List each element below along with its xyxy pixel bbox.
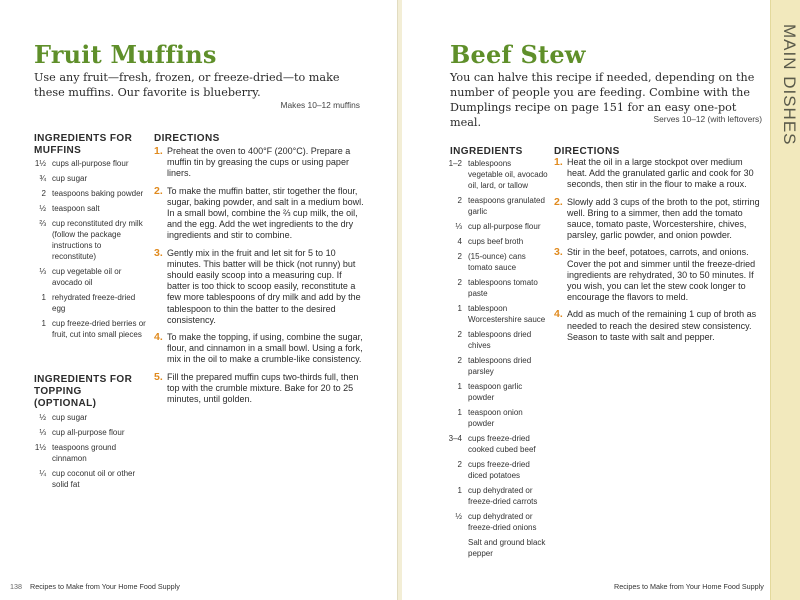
direction-step bbox=[154, 332, 364, 366]
ingredient-item bbox=[446, 158, 548, 191]
direction-step bbox=[154, 186, 364, 242]
directions-heading: DIRECTIONS bbox=[154, 133, 220, 144]
ingredient-text: cup reconstituted dry milk (follow the package instructions to reconstitute) bbox=[52, 219, 143, 261]
ingredient-quantity: 1 bbox=[457, 382, 462, 391]
ingredient-quantity: 1 bbox=[41, 319, 46, 328]
ingredient-quantity: 1 bbox=[41, 293, 46, 302]
ingredient-text: teaspoon salt bbox=[52, 204, 100, 213]
page-number: 138 bbox=[10, 582, 22, 591]
step-number: 4. bbox=[154, 331, 163, 344]
ingredient-item bbox=[34, 188, 146, 199]
ingredient-item bbox=[34, 318, 146, 340]
step-text: To make the topping, if using, combine the sugar, flour, and cinnamon in a small bowl. Using a fork, mix in the oil to make a crumble-like consistency. bbox=[167, 332, 363, 365]
ingredient-text: cup all-purpose flour bbox=[468, 222, 541, 231]
step-text: Heat the oil in a large stockpot over medium heat. Add the granulated garlic and cook for 30 seconds, then stir in the flour to make a roux. bbox=[567, 157, 754, 190]
direction-step bbox=[154, 248, 364, 326]
step-number: 3. bbox=[154, 246, 163, 259]
ingredient-item bbox=[34, 203, 146, 214]
page-footer bbox=[10, 582, 180, 591]
step-text: Fill the prepared muffin cups two-thirds full, then top with the crumble mixture. Bake for 20 to 25 minutes, until golden. bbox=[167, 371, 359, 405]
ingredient-text: teaspoon onion powder bbox=[468, 408, 523, 428]
ingredient-quantity: 4 bbox=[457, 237, 462, 246]
footer-book-title: Recipes to Make from Your Home Food Supply bbox=[30, 582, 180, 591]
ingredient-item bbox=[34, 266, 146, 288]
ingredient-quantity bbox=[446, 537, 468, 559]
ingredient-quantity: 2 bbox=[457, 460, 462, 469]
ingredient-quantity: 2 bbox=[457, 278, 462, 287]
ingredient-text: teaspoons ground cinnamon bbox=[52, 443, 117, 463]
step-text: Stir in the beef, potatoes, carrots, and onions. Cover the pot and simmer until the freeze-dried ingredients are rehydrated, 30 to 50 minutes. If you wish, you can let the stew cook longer to encourage the flavors to meld. bbox=[567, 247, 756, 303]
directions-list bbox=[554, 157, 764, 349]
recipe-yield: Serves 10–12 (with leftovers) bbox=[653, 114, 762, 124]
step-text: Slowly add 3 cups of the broth to the pot, stirring well. Bring to a simmer, then add the tomato sauce, tomato paste, Worcestershire, chives, parsley, garlic powder, and onion powder. bbox=[567, 196, 760, 241]
ingredient-text: cups all-purpose flour bbox=[52, 159, 129, 168]
ingredient-quantity: ¾ bbox=[39, 174, 46, 183]
recipe-title-beef-stew: Beef Stew bbox=[450, 40, 586, 69]
ingredient-quantity: ¼ bbox=[39, 469, 46, 478]
ingredient-text: cup sugar bbox=[52, 174, 88, 183]
ingredient-text: teaspoons granulated garlic bbox=[468, 196, 545, 216]
ingredient-item bbox=[446, 433, 548, 455]
step-number: 1. bbox=[154, 145, 163, 157]
ingredient-text: cup coconut oil or other solid fat bbox=[52, 469, 136, 489]
ingredient-quantity: 1½ bbox=[34, 443, 46, 452]
topping-heading: INGREDIENTS FOR TOPPING (OPTIONAL) bbox=[34, 374, 133, 409]
ingredient-item bbox=[34, 412, 146, 423]
ingredients-list bbox=[446, 158, 548, 563]
ingredient-text: tablespoons dried chives bbox=[468, 330, 532, 350]
step-text: Gently mix in the fruit and let sit for 5 to 10 minutes. This batter will be thick (not runny) but should easily scoop into a measuring cup. If batter is too thick to scoop easily, reconstitute a few more tablespoons of dry milk and add by the tablespoon to thin the batter to the desired consistency. bbox=[167, 247, 361, 325]
ingredient-item bbox=[34, 218, 146, 262]
step-number: 5. bbox=[154, 370, 163, 383]
ingredients-heading: INGREDIENTS FOR MUFFINS bbox=[34, 133, 133, 156]
ingredient-item bbox=[34, 158, 146, 169]
step-number: 2. bbox=[554, 195, 563, 208]
ingredient-text: tablespoon Worcestershire sauce bbox=[468, 304, 546, 324]
recipe-yield: Makes 10–12 muffins bbox=[280, 100, 360, 110]
step-text: Preheat the oven to 400°F (200°C). Prepare a muffin tin by greasing the cups or using paper liners. bbox=[167, 146, 351, 179]
footer-book-title: Recipes to Make from Your Home Food Supply bbox=[614, 582, 764, 591]
page-footer bbox=[614, 582, 764, 591]
ingredient-text: cups freeze-dried cooked cubed beef bbox=[468, 434, 536, 454]
ingredient-quantity: 1 bbox=[457, 304, 462, 313]
direction-step bbox=[154, 372, 364, 406]
ingredient-quantity: 2 bbox=[457, 330, 462, 339]
ingredient-text: tablespoons vegetable oil, avocado oil, lard, or tallow bbox=[468, 159, 548, 190]
step-text: Add as much of the remaining 1 cup of broth as needed to reach the desired stew consistency. Season to taste with salt and pepper. bbox=[567, 309, 757, 342]
ingredient-item bbox=[34, 292, 146, 314]
left-page bbox=[0, 0, 398, 600]
ingredient-quantity: 1 bbox=[457, 486, 462, 495]
ingredient-quantity: ⅓ bbox=[39, 428, 46, 437]
ingredient-item bbox=[446, 221, 548, 232]
ingredient-item bbox=[34, 427, 146, 438]
ingredient-text: tablespoons tomato paste bbox=[468, 278, 538, 298]
ingredient-text: teaspoon garlic powder bbox=[468, 382, 523, 402]
ingredient-text: cup sugar bbox=[52, 413, 88, 422]
step-number: 3. bbox=[554, 246, 563, 259]
ingredient-item bbox=[446, 251, 548, 273]
direction-step bbox=[154, 146, 364, 180]
directions-list bbox=[154, 146, 364, 411]
ingredient-item bbox=[34, 173, 146, 184]
ingredient-item bbox=[34, 442, 146, 464]
direction-step bbox=[554, 309, 764, 343]
ingredient-quantity: ½ bbox=[455, 512, 462, 521]
ingredient-item bbox=[446, 195, 548, 217]
ingredient-item bbox=[446, 381, 548, 403]
recipe-intro: Use any fruit—fresh, frozen, or freeze-dried—to make these muffins. Our favorite is blueberry. bbox=[34, 71, 340, 99]
directions-heading: DIRECTIONS bbox=[554, 146, 620, 157]
step-number: 4. bbox=[554, 308, 563, 321]
ingredient-item bbox=[446, 236, 548, 247]
ingredient-quantity: ½ bbox=[39, 204, 46, 213]
step-number: 1. bbox=[554, 156, 563, 168]
ingredients-heading: INGREDIENTS bbox=[450, 146, 523, 157]
ingredient-quantity: ⅓ bbox=[39, 267, 46, 276]
direction-step bbox=[554, 197, 764, 242]
ingredient-quantity: 2 bbox=[41, 189, 46, 198]
recipe-title-fruit-muffins: Fruit Muffins bbox=[34, 40, 217, 69]
ingredient-quantity: ⅓ bbox=[455, 222, 462, 231]
ingredient-quantity: ⅔ bbox=[39, 219, 46, 228]
ingredient-quantity: 2 bbox=[457, 252, 462, 261]
ingredients-list bbox=[34, 158, 146, 344]
ingredient-text: Salt and ground black pepper bbox=[468, 538, 546, 558]
ingredient-text: cup dehydrated or freeze-dried onions bbox=[468, 512, 537, 532]
ingredient-quantity: 3–4 bbox=[448, 434, 462, 443]
direction-step bbox=[554, 157, 764, 191]
ingredient-text: (15-ounce) cans tomato sauce bbox=[468, 252, 526, 272]
ingredient-item bbox=[446, 355, 548, 377]
ingredient-item bbox=[446, 277, 548, 299]
ingredient-text: cup vegetable oil or avocado oil bbox=[52, 267, 122, 287]
step-number: 2. bbox=[154, 184, 163, 197]
chapter-tab-label: MAIN DISHES bbox=[780, 24, 799, 146]
ingredient-quantity: 2 bbox=[457, 356, 462, 365]
ingredient-item bbox=[446, 537, 548, 559]
ingredient-item bbox=[446, 303, 548, 325]
ingredient-text: teaspoons baking powder bbox=[52, 189, 144, 198]
ingredient-quantity: 2 bbox=[457, 196, 462, 205]
ingredient-quantity: 1 bbox=[457, 408, 462, 417]
ingredient-item bbox=[446, 329, 548, 351]
ingredient-item bbox=[446, 459, 548, 481]
ingredient-text: cup dehydrated or freeze-dried carrots bbox=[468, 486, 538, 506]
ingredient-text: cup freeze-dried berries or fruit, cut into small pieces bbox=[52, 319, 146, 339]
topping-list bbox=[34, 412, 146, 494]
ingredient-item bbox=[446, 511, 548, 533]
ingredient-item bbox=[446, 485, 548, 507]
ingredient-text: rehydrated freeze-dried egg bbox=[52, 293, 136, 313]
right-page bbox=[402, 0, 770, 600]
direction-step bbox=[554, 247, 764, 303]
ingredient-text: cup all-purpose flour bbox=[52, 428, 125, 437]
ingredient-text: cups freeze-dried diced potatoes bbox=[468, 460, 530, 480]
ingredient-text: tablespoons dried parsley bbox=[468, 356, 532, 376]
ingredient-quantity: ½ bbox=[39, 413, 46, 422]
ingredient-quantity: 1½ bbox=[34, 159, 46, 168]
ingredient-item bbox=[446, 407, 548, 429]
ingredient-text: cups beef broth bbox=[468, 237, 524, 246]
ingredient-item bbox=[34, 468, 146, 490]
chapter-tab bbox=[770, 0, 800, 600]
ingredient-quantity: 1–2 bbox=[448, 159, 462, 168]
recipe-intro: You can halve this recipe if needed, depending on the number of people you are feeding. Combine with the Dumplings recipe on page 151 for an easy one-pot meal. bbox=[450, 71, 755, 129]
step-text: To make the muffin batter, stir together the flour, sugar, baking powder, and salt in a medium bowl. In a small bowl, combine the ⅔ cup milk, the oil, and the egg. Add the wet ingredients to the dry ingredients and stir to combine. bbox=[167, 185, 364, 241]
